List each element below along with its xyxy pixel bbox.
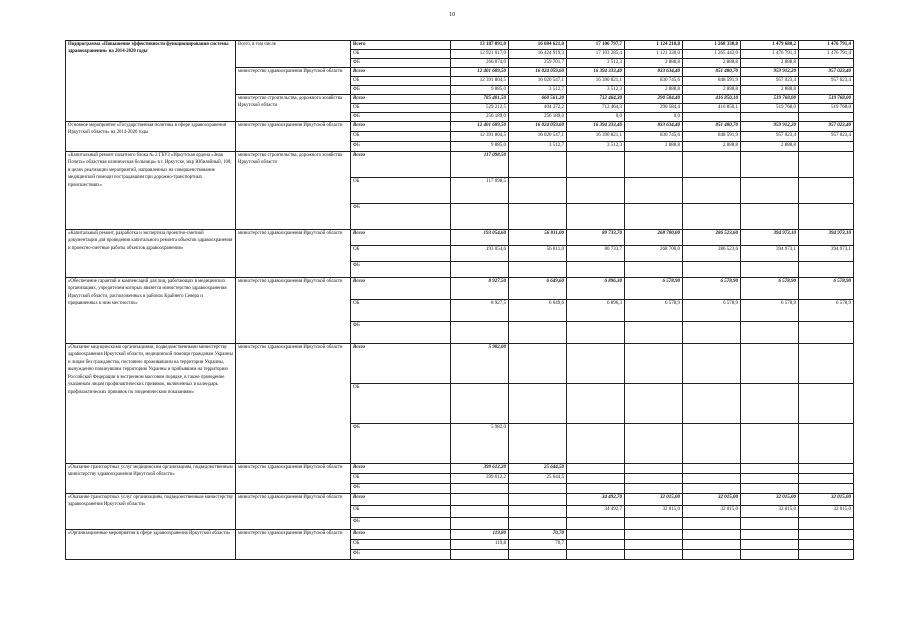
amount-cell (683, 518, 741, 530)
page-number: 10 (449, 12, 455, 18)
table-row (66, 230, 854, 246)
amount-cell: 80 733,70 (567, 230, 625, 246)
amount-cell: 70,70 (509, 530, 567, 540)
funding-source-cell: ФБ (351, 550, 451, 560)
amount-cell (567, 262, 625, 278)
amount-cell: 32 015,00 (799, 494, 854, 506)
amount-cell: 830 745,6 (625, 132, 683, 142)
amount-cell: 3 512,7 (509, 86, 567, 95)
amount-cell: 16 390 821,1 (567, 77, 625, 86)
amount-cell (567, 204, 625, 230)
amount-cell (799, 86, 854, 95)
amount-cell: 16 020 547,1 (509, 132, 567, 142)
amount-cell (741, 204, 799, 230)
amount-cell (567, 474, 625, 484)
funding-source-cell: Всего (351, 152, 451, 178)
amount-cell: 12 921 017,0 (451, 50, 509, 59)
amount-cell (509, 322, 567, 344)
amount-cell: 259 701,7 (509, 59, 567, 68)
table-row (66, 122, 854, 132)
executor-cell: министерство здравоохранения Иркутской области (236, 530, 351, 560)
amount-cell: 404 372,2 (509, 104, 567, 113)
amount-cell (567, 344, 625, 384)
amount-cell (567, 464, 625, 474)
amount-cell (567, 424, 625, 464)
amount-cell: 848 591,9 (683, 132, 741, 142)
amount-cell (625, 550, 683, 560)
amount-cell: 34 492,70 (567, 494, 625, 506)
amount-cell: 399 612,20 (451, 464, 509, 474)
amount-cell (451, 484, 509, 494)
amount-cell (625, 152, 683, 178)
amount-cell: 6 578,90 (683, 278, 741, 300)
amount-cell: 16 020 547,1 (509, 77, 567, 86)
amount-cell (799, 113, 854, 122)
amount-cell: 2 888,8 (625, 86, 683, 95)
amount-cell (683, 424, 741, 464)
amount-cell: 6 896,3 (567, 300, 625, 322)
amount-cell (625, 344, 683, 384)
amount-cell: 266 074,0 (451, 59, 509, 68)
funding-source-cell: Всего (351, 530, 451, 540)
funding-source-cell: ОБ (351, 246, 451, 262)
amount-cell: 0,0 (567, 113, 625, 122)
funding-source-cell: Всего (351, 122, 451, 132)
funding-source-cell: ФБ (351, 59, 451, 68)
amount-cell (799, 344, 854, 384)
amount-cell: 256 189,0 (509, 113, 567, 122)
funding-source-cell: ФБ (351, 86, 451, 95)
executor-cell: министерство здравоохранения Иркутской области (236, 494, 351, 530)
amount-cell: 16 424 919,3 (509, 50, 567, 59)
amount-cell (625, 178, 683, 204)
budget-table (65, 40, 854, 560)
amount-cell (741, 113, 799, 122)
funding-source-cell: ОБ (351, 104, 451, 113)
amount-cell (799, 474, 854, 484)
amount-cell (799, 59, 854, 68)
amount-cell: 286 523,6 (683, 246, 741, 262)
funding-source-cell: ОБ (351, 474, 451, 484)
amount-cell (741, 152, 799, 178)
amount-cell (741, 484, 799, 494)
amount-cell: 2 888,8 (625, 59, 683, 68)
amount-cell (625, 484, 683, 494)
amount-cell: 959 912,20 (741, 122, 799, 132)
funding-source-cell: ФБ (351, 262, 451, 278)
amount-cell: 2 888,8 (683, 142, 741, 152)
amount-cell (567, 322, 625, 344)
funding-source-cell: ОБ (351, 506, 451, 518)
amount-cell: 6 578,9 (741, 300, 799, 322)
amount-cell: 2 888,8 (625, 142, 683, 152)
amount-cell: 17 103 285,4 (567, 50, 625, 59)
table-row (66, 278, 854, 300)
amount-cell: 785 401,50 (451, 95, 509, 104)
activity-name-cell: «Оказание медицинскими организациями, подведомственными министерству здравоохранения Иркутской области, медицинской помощи гражданам Украины и лицам без гражданства, постоянно проживавшим на территории Украины, вынужденно покинувшим территорию Украины и прибывшим на территорию Российской Федерации в экстренном массовом порядке, в также проведение указанным лицам профилактических прививок, включенных в календарь профилактических прививок по эпидемическим показаниям» (66, 344, 236, 464)
amount-cell: 16 390 821,1 (567, 132, 625, 142)
amount-cell: 1 265 442,0 (683, 50, 741, 59)
amount-cell (567, 550, 625, 560)
table-row (66, 530, 854, 540)
amount-cell (567, 178, 625, 204)
amount-cell (683, 464, 741, 474)
amount-cell: 1 124 218,8 (625, 41, 683, 50)
amount-cell: 256 189,0 (451, 113, 509, 122)
activity-name-cell: «Оказание транспортных услуг медицинским организациям, подведомственным министерству здравоохранения Иркутской области» (66, 464, 236, 494)
amount-cell: 957 023,40 (799, 122, 854, 132)
amount-cell: 0,0 (625, 113, 683, 122)
amount-cell (799, 424, 854, 464)
amount-cell: 519 768,00 (799, 95, 854, 104)
amount-cell: 416 850,10 (683, 95, 741, 104)
activity-name-cell: Основное мероприятие «Государственная политика в сфере здравоохранения Иркутской области» на 2014-2020 годы (66, 122, 236, 152)
table-row (66, 41, 854, 50)
amount-cell (683, 262, 741, 278)
funding-source-cell: ОБ (351, 540, 451, 550)
amount-cell: 12 401 689,50 (451, 122, 509, 132)
funding-source-cell: ФБ (351, 484, 451, 494)
table-row (66, 464, 854, 474)
amount-cell (683, 113, 741, 122)
amount-cell (799, 384, 854, 424)
amount-cell: 268 700,0 (625, 246, 683, 262)
amount-cell: 851 480,70 (683, 122, 741, 132)
amount-cell (799, 152, 854, 178)
executor-cell: министерство здравоохранения Иркутской области (236, 68, 351, 95)
amount-cell (509, 518, 567, 530)
amount-cell (799, 518, 854, 530)
amount-cell (451, 550, 509, 560)
amount-cell (509, 178, 567, 204)
amount-cell (683, 152, 741, 178)
executor-cell: министерство здравоохранения Иркутской области (236, 464, 351, 494)
funding-source-cell: ОБ (351, 132, 451, 142)
amount-cell: 32 015,0 (683, 506, 741, 518)
amount-cell: 117 098,5 (451, 178, 509, 204)
amount-cell: 519 768,00 (741, 95, 799, 104)
amount-cell: 529 212,5 (451, 104, 509, 113)
amount-cell (509, 494, 567, 506)
amount-cell: 6 578,9 (683, 300, 741, 322)
amount-cell: 2 888,8 (741, 86, 799, 95)
amount-cell: 830 745,6 (625, 77, 683, 86)
amount-cell: 119,80 (451, 530, 509, 540)
amount-cell (683, 344, 741, 384)
amount-cell (741, 424, 799, 464)
amount-cell (799, 550, 854, 560)
funding-source-cell: ФБ (351, 322, 451, 344)
amount-cell (625, 204, 683, 230)
amount-cell (799, 142, 854, 152)
amount-cell: 1 476 791,4 (799, 50, 854, 59)
amount-cell: 6 896,30 (567, 278, 625, 300)
funding-source-cell: ОБ (351, 77, 451, 86)
amount-cell: 712 464,30 (567, 95, 625, 104)
amount-cell (799, 540, 854, 550)
amount-cell (799, 464, 854, 474)
amount-cell: 6 578,90 (741, 278, 799, 300)
amount-cell: 56 811,00 (509, 230, 567, 246)
amount-cell (683, 484, 741, 494)
table-row (66, 152, 854, 178)
amount-cell: 6 578,9 (625, 300, 683, 322)
amount-cell (567, 484, 625, 494)
amount-cell (683, 550, 741, 560)
amount-cell (799, 484, 854, 494)
amount-cell (509, 152, 567, 178)
amount-cell: 80 733,7 (567, 246, 625, 262)
funding-source-cell: Всего (351, 278, 451, 300)
amount-cell: 117 098,50 (451, 152, 509, 178)
executor-cell: министерство строительства, дорожного хозяйства Иркутской области (236, 95, 351, 122)
funding-source-cell: ОБ (351, 178, 451, 204)
activity-name-cell: «Капитальный ремонт палатного блока № 2 ГБУЗ «Иркутская ордена «Знак Почета» областная клиническая больница» в г. Иркутске, мкр Юбилейный, 100, в целях реализации мероприятий, направленных на совершенствование медицинской помощи пострадавшим при дорожно-транспортных происшествиях» (66, 152, 236, 230)
amount-cell: 268 700,00 (625, 230, 683, 246)
amount-cell: 2 888,8 (741, 142, 799, 152)
amount-cell: 12 401 689,50 (451, 68, 509, 77)
amount-cell: 2 888,8 (683, 59, 741, 68)
amount-cell: 394 973,1 (799, 246, 854, 262)
amount-cell (683, 540, 741, 550)
funding-source-cell: ФБ (351, 518, 451, 530)
amount-cell: 957 023,40 (799, 68, 854, 77)
amount-cell (625, 540, 683, 550)
executor-cell: министерство здравоохранения Иркутской области (236, 278, 351, 344)
funding-source-cell: Всего (351, 494, 451, 506)
executor-cell: министерство строительства, дорожного хозяйства Иркутской области (236, 152, 351, 230)
funding-source-cell: ФБ (351, 424, 451, 464)
activity-name-cell: «Обеспечение гарантий и компенсаций для лиц, работающих в медицинских организациях, учредителем которых является министерство здравоохранения Иркутской области, расположенных в районах Крайнего Севера и приравненных к ним местностях» (66, 278, 236, 344)
amount-cell: 3 512,3 (567, 59, 625, 68)
executor-cell: министерство здравоохранения Иркутской области (236, 122, 351, 152)
amount-cell (451, 204, 509, 230)
amount-cell: 957 023,4 (741, 77, 799, 86)
funding-source-cell: Всего (351, 344, 451, 384)
amount-cell: 70,7 (509, 540, 567, 550)
amount-cell (799, 530, 854, 540)
amount-cell: 959 912,20 (741, 68, 799, 77)
amount-cell (799, 322, 854, 344)
amount-cell: 13 187 091,0 (451, 41, 509, 50)
amount-cell (799, 262, 854, 278)
amount-cell: 16 394 333,40 (567, 122, 625, 132)
amount-cell: 660 561,20 (509, 95, 567, 104)
table-row (66, 494, 854, 506)
amount-cell (509, 484, 567, 494)
funding-source-cell: Всего (351, 95, 451, 104)
amount-cell (451, 506, 509, 518)
amount-cell: 32 015,00 (683, 494, 741, 506)
amount-cell: 2 888,8 (683, 86, 741, 95)
amount-cell: 957 023,4 (741, 132, 799, 142)
amount-cell: 833 634,40 (625, 122, 683, 132)
amount-cell: 8 927,5 (451, 300, 509, 322)
amount-cell: 25 644,5 (509, 474, 567, 484)
amount-cell: 2 888,8 (741, 59, 799, 68)
amount-cell (451, 384, 509, 424)
amount-cell: 3 512,3 (567, 86, 625, 95)
funding-source-cell: ОБ (351, 300, 451, 322)
amount-cell (451, 518, 509, 530)
amount-cell (799, 178, 854, 204)
amount-cell (451, 494, 509, 506)
amount-cell: 16 024 059,60 (509, 68, 567, 77)
amount-cell: 848 591,9 (683, 77, 741, 86)
amount-cell: 12 391 804,5 (451, 77, 509, 86)
amount-cell (625, 322, 683, 344)
amount-cell (741, 178, 799, 204)
funding-source-cell: ОБ (351, 50, 451, 59)
amount-cell: 17 106 797,7 (567, 41, 625, 50)
amount-cell: 3 512,3 (567, 142, 625, 152)
amount-cell (625, 530, 683, 540)
amount-cell: 1 121 330,0 (625, 50, 683, 59)
amount-cell (509, 344, 567, 384)
amount-cell: 394 973,10 (741, 230, 799, 246)
amount-cell: 290 584,4 (625, 104, 683, 113)
table-row (66, 344, 854, 384)
funding-source-cell: ФБ (351, 113, 451, 122)
funding-source-cell: ФБ (351, 142, 451, 152)
amount-cell: 6 649,6 (509, 300, 567, 322)
activity-name-cell: Подпрограмма «Повышение эффективности функционирования системы здравоохранения» на 2014-2020 годы (66, 41, 236, 122)
amount-cell: 32 015,00 (625, 494, 683, 506)
amount-cell: 9 885,0 (451, 86, 509, 95)
amount-cell: 712 464,3 (567, 104, 625, 113)
amount-cell (509, 424, 567, 464)
amount-cell: 16 684 621,0 (509, 41, 567, 50)
amount-cell: 12 391 804,5 (451, 132, 509, 142)
amount-cell: 6 649,60 (509, 278, 567, 300)
amount-cell (683, 384, 741, 424)
amount-cell (509, 204, 567, 230)
funding-source-cell: ФБ (351, 204, 451, 230)
amount-cell (683, 322, 741, 344)
amount-cell (741, 384, 799, 424)
funding-source-cell: Всего (351, 230, 451, 246)
amount-cell: 32 015,0 (625, 506, 683, 518)
executor-cell: министерство здравоохранения Иркутской области (236, 230, 351, 278)
amount-cell (741, 474, 799, 484)
amount-cell (625, 464, 683, 474)
amount-cell: 519 768,0 (741, 104, 799, 113)
amount-cell: 1 268 330,8 (683, 41, 741, 50)
funding-source-cell: Всего (351, 41, 451, 50)
amount-cell: 1 476 791,4 (741, 50, 799, 59)
amount-cell (741, 344, 799, 384)
amount-cell (741, 530, 799, 540)
amount-cell (451, 262, 509, 278)
amount-cell: 16 394 333,40 (567, 68, 625, 77)
amount-cell (683, 204, 741, 230)
amount-cell: 6 578,90 (799, 278, 854, 300)
amount-cell (509, 384, 567, 424)
amount-cell (683, 178, 741, 204)
amount-cell (799, 204, 854, 230)
amount-cell (567, 384, 625, 424)
amount-cell (625, 424, 683, 464)
amount-cell: 416 850,1 (683, 104, 741, 113)
amount-cell: 5 982,00 (451, 344, 509, 384)
amount-cell (567, 518, 625, 530)
amount-cell (509, 550, 567, 560)
amount-cell: 399 612,2 (451, 474, 509, 484)
amount-cell: 394 973,1 (741, 246, 799, 262)
amount-cell (625, 262, 683, 278)
amount-cell: 394 973,10 (799, 230, 854, 246)
activity-name-cell: «Капитальный ремонт, разработка и экспертиза проектно-сметной документации для проведения капитального ремонта объектов здравоохранения и проектно-сметные работы объектов здравоохранения» (66, 230, 236, 278)
amount-cell: 32 015,0 (741, 506, 799, 518)
amount-cell (567, 540, 625, 550)
amount-cell: 957 023,4 (799, 132, 854, 142)
executor-cell: министерство здравоохранения Иркутской области (236, 344, 351, 464)
amount-cell: 9 885,0 (451, 142, 509, 152)
amount-cell (741, 550, 799, 560)
amount-cell: 119,8 (451, 540, 509, 550)
amount-cell (683, 474, 741, 484)
amount-cell: 32 015,0 (799, 506, 854, 518)
amount-cell (625, 518, 683, 530)
amount-cell: 193 054,60 (451, 230, 509, 246)
amount-cell: 6 578,9 (799, 300, 854, 322)
amount-cell (741, 322, 799, 344)
amount-cell: 32 015,00 (741, 494, 799, 506)
amount-cell: 851 480,70 (683, 68, 741, 77)
amount-cell: 56 811,0 (509, 246, 567, 262)
funding-source-cell: ОБ (351, 384, 451, 424)
amount-cell: 833 634,40 (625, 68, 683, 77)
funding-source-cell: Всего (351, 464, 451, 474)
amount-cell: 34 492,7 (567, 506, 625, 518)
amount-cell (509, 262, 567, 278)
amount-cell: 957 023,4 (799, 77, 854, 86)
funding-source-cell: Всего (351, 68, 451, 77)
amount-cell: 16 024 059,60 (509, 122, 567, 132)
amount-cell (451, 322, 509, 344)
amount-cell: 5 982,0 (451, 424, 509, 464)
amount-cell (683, 530, 741, 540)
amount-cell (741, 464, 799, 474)
amount-cell: 8 927,50 (451, 278, 509, 300)
amount-cell: 519 768,0 (799, 104, 854, 113)
amount-cell: 193 054,6 (451, 246, 509, 262)
amount-cell (509, 506, 567, 518)
amount-cell (567, 152, 625, 178)
activity-name-cell: «Организационные мероприятия в сфере здравоохранения Иркутской области» (66, 530, 236, 560)
amount-cell (741, 540, 799, 550)
amount-cell (625, 384, 683, 424)
amount-cell: 1 476 791,4 (799, 41, 854, 50)
amount-cell: 290 584,40 (625, 95, 683, 104)
budget-table-body (66, 41, 854, 560)
amount-cell (567, 530, 625, 540)
executor-cell: Всего, в том числе (236, 41, 351, 68)
amount-cell: 25 644,50 (509, 464, 567, 474)
amount-cell (625, 474, 683, 484)
amount-cell (741, 262, 799, 278)
amount-cell: 6 578,90 (625, 278, 683, 300)
amount-cell: 1 479 680,2 (741, 41, 799, 50)
activity-name-cell: «Оказание транспортных услуг организациям, подведомственным министерству здравоохранения Иркутской области» (66, 494, 236, 530)
amount-cell: 3 512,7 (509, 142, 567, 152)
amount-cell: 286 523,60 (683, 230, 741, 246)
amount-cell (741, 518, 799, 530)
